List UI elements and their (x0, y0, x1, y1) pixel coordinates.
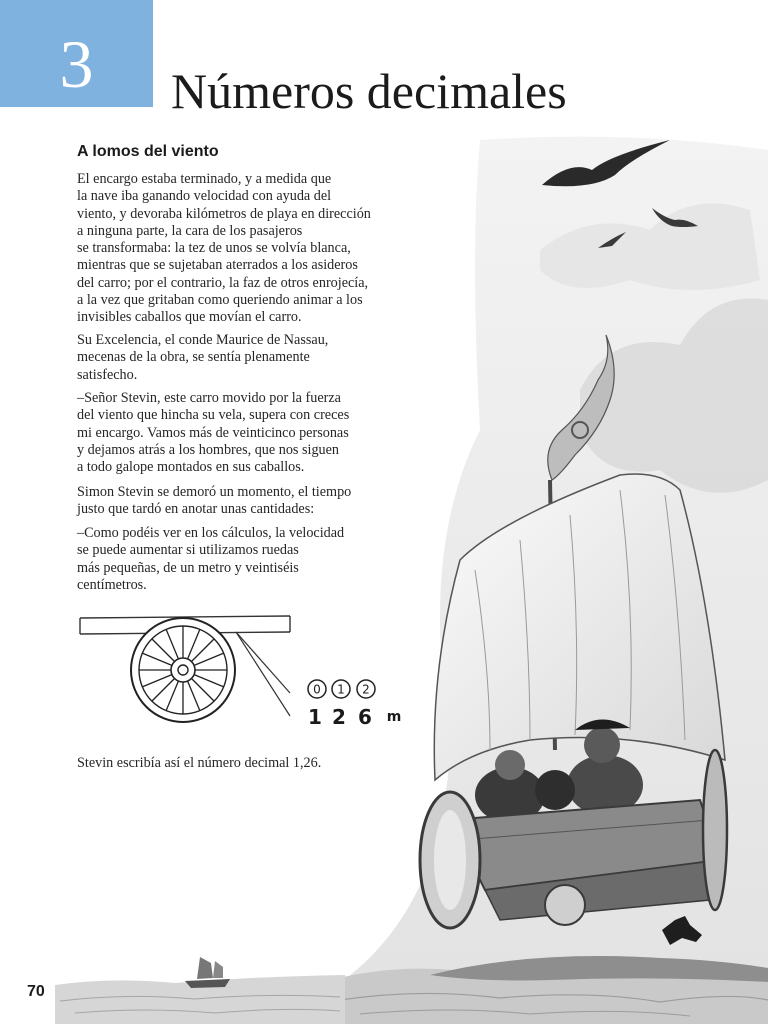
order-markers (308, 680, 375, 698)
text-line: la nave iba ganando velocidad con ayuda del (77, 188, 332, 205)
text-line: mientras que se sujetaban aterrados a los asideros (77, 257, 358, 274)
unit-label: m (386, 709, 402, 725)
chapter-number-box (0, 0, 153, 107)
order-label: 0 (313, 682, 321, 697)
text-line: a ninguna parte, la cara de los pasajeros (77, 222, 303, 239)
text-line: invisibles caballos que movían el carro. (77, 309, 302, 326)
digit: 6 (358, 705, 372, 729)
text-line: centímetros. (77, 576, 147, 593)
caption (77, 755, 457, 772)
text-line: a todo galope montados en sus caballos. (77, 459, 305, 476)
text-line: –Como podéis ver en los cálculos, la velocidad (77, 525, 345, 541)
text-line: viento, y devoraba kilómetros de playa en dirección (77, 205, 371, 222)
text-line: mi encargo. Vamos más de veinticinco personas (77, 424, 349, 441)
order-label: 1 (337, 682, 345, 697)
text-line: del carro; por el contrario, la faz de otros enrojecía, (77, 274, 369, 291)
chapter-number: 3 (59, 26, 94, 102)
cart-wheel (545, 885, 585, 925)
paragraph-4 (77, 484, 457, 519)
text-line: Simon Stevin se demoró un momento, el tiempo (77, 484, 352, 500)
text-line: se puede aumentar si utilizamos ruedas (77, 542, 299, 559)
stevin-decimal-notation (306, 678, 416, 730)
text-line: se transformaba: la tez de unos se volvía blanca, (77, 240, 351, 257)
text-line: justo que tardó en anotar unas cantidades: (77, 501, 315, 518)
text-line: mecenas de la obra, se sentía plenamente (77, 349, 310, 366)
text-line: y dejamos atrás a los hombres, que nos siguen (77, 441, 340, 458)
text-line: más pequeñas, de un metro y veintiséis (77, 559, 299, 576)
distant-ship-icon (185, 957, 230, 988)
sea-left-illustration (55, 935, 345, 1024)
caption-text: Stevin escribía así el número decimal 1,26. (77, 755, 322, 771)
paragraph-2 (77, 332, 457, 384)
cart-wheel (703, 750, 727, 910)
paragraph-3 (77, 390, 457, 476)
digit: 2 (332, 705, 346, 729)
digit: 1 (308, 705, 322, 729)
text-line: satisfecho. (77, 366, 138, 383)
page-number: 70 (27, 983, 45, 1000)
paragraph-1 (77, 171, 457, 327)
paragraph-5 (77, 525, 457, 594)
text-line: del viento que hincha su vela, supera con creces (77, 407, 350, 424)
cart-wheel-diagram (76, 608, 296, 730)
text-line: Su Excelencia, el conde Maurice de Nassau, (77, 332, 329, 348)
text-line: a la vez que gritaban como queriendo animar a los (77, 292, 363, 309)
section-title: A lomos del viento (77, 143, 219, 160)
text-line: –Señor Stevin, este carro movido por la fuerza (77, 390, 341, 406)
text-line: El encargo estaba terminado, y a medida que (77, 171, 332, 187)
chapter-title: Números decimales (171, 63, 567, 119)
order-label: 2 (362, 682, 370, 697)
